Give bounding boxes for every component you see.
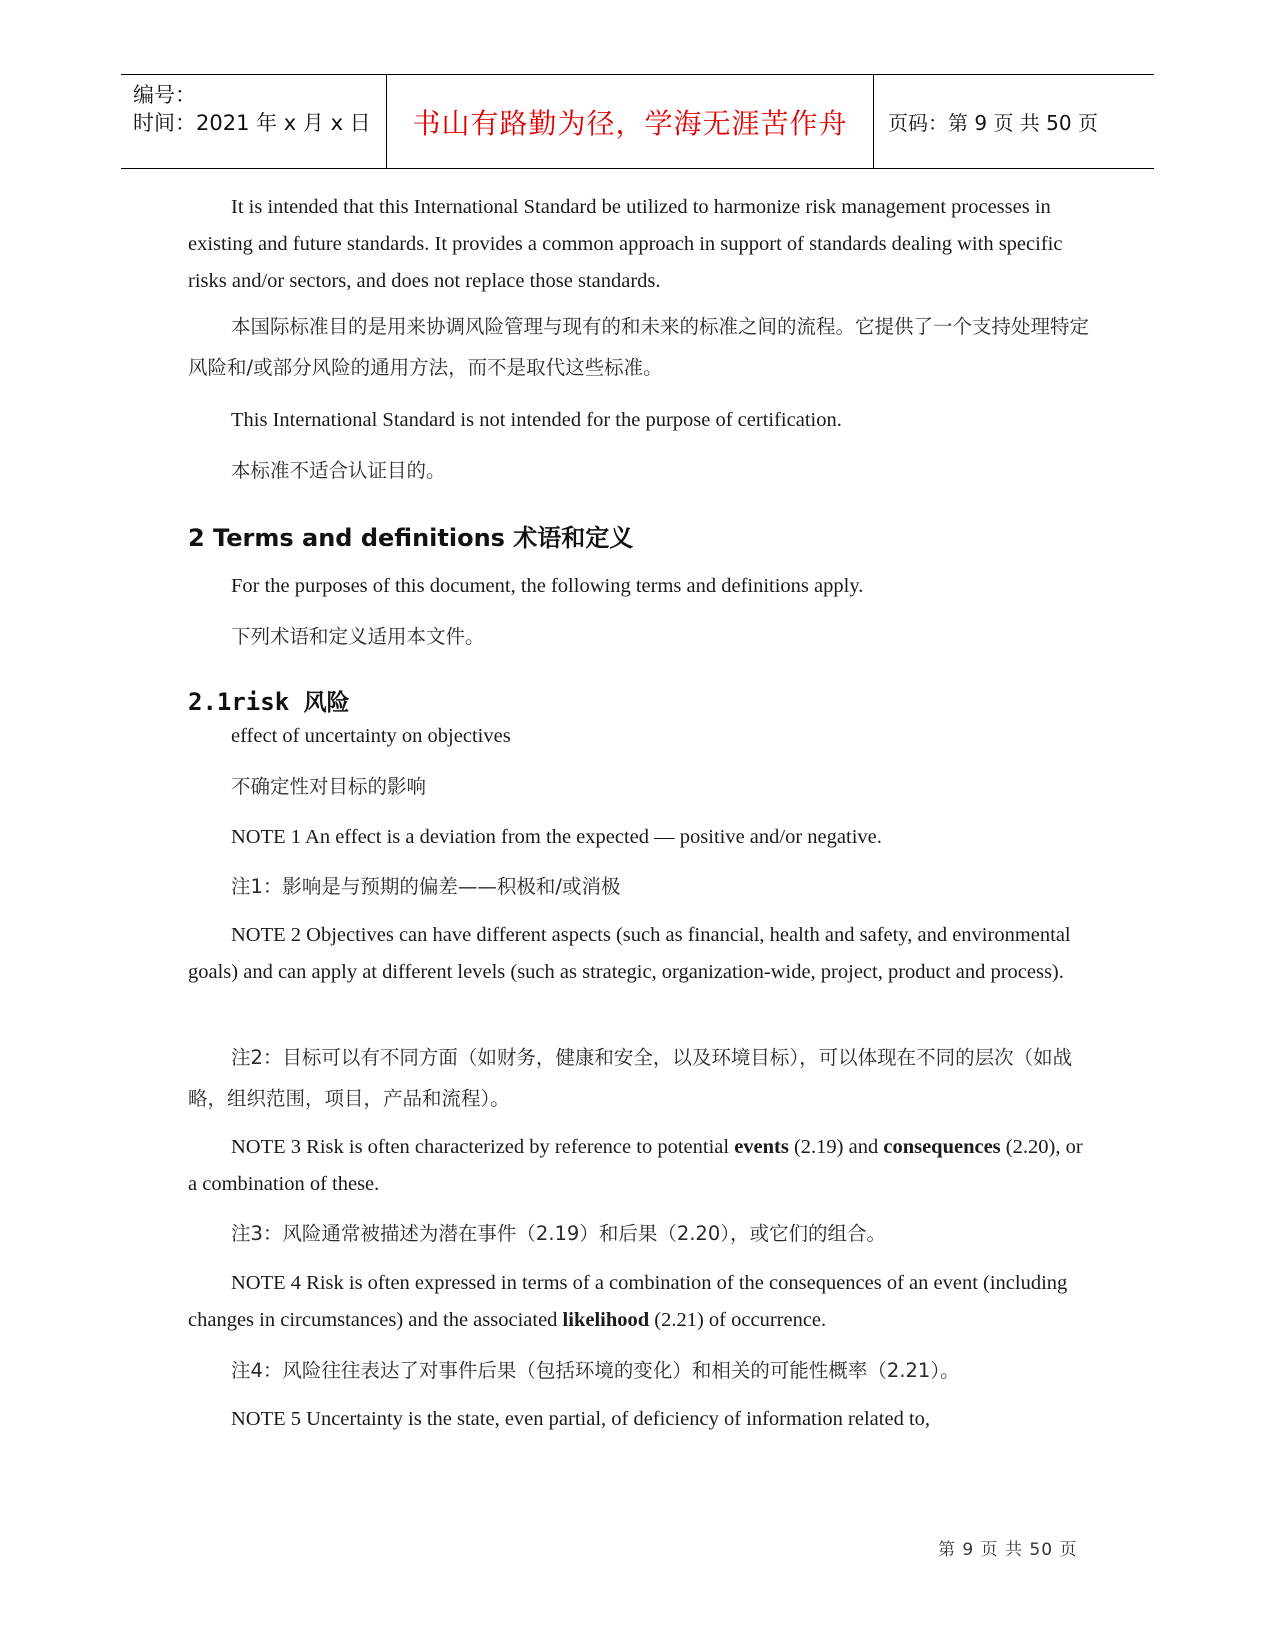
definition-cn: 不确定性对目标的影响 bbox=[231, 775, 427, 798]
paragraph-certification-en: This International Standard is not intended for the purpose of certification. bbox=[231, 409, 842, 431]
subsection-heading-risk bbox=[188, 684, 350, 717]
section-heading-terms: 2 Terms and definitions 术语和定义 bbox=[188, 524, 634, 552]
note1-en: NOTE 1 An effect is a deviation from the expected — positive and/or negative. bbox=[231, 826, 882, 848]
header-page-info: 页码：第 9 页 共 50 页 bbox=[888, 111, 1098, 135]
header-motto: 书山有路勤为径，学海无涯苦作舟 bbox=[412, 106, 848, 140]
page-header bbox=[121, 74, 1154, 169]
header-page-cell bbox=[874, 75, 1154, 168]
subsection-number: 2.1risk bbox=[188, 688, 290, 716]
note3-text-e: (2.20), or a combination of these. bbox=[188, 1136, 1083, 1195]
paragraph-terms-cn: 下列术语和定义适用本文件。 bbox=[231, 625, 485, 648]
note4-cn: 注4：风险往往表达了对事件后果（包括环境的变化）和相关的可能性概率（2.21）。 bbox=[231, 1359, 960, 1382]
note5-en: NOTE 5 Uncertainty is the state, even partial, of deficiency of information related to, bbox=[231, 1408, 931, 1430]
note3-term-events: events bbox=[734, 1136, 789, 1158]
note4-text-c: (2.21) of occurrence. bbox=[649, 1309, 827, 1331]
note3-text-a: NOTE 3 Risk is often characterized by reference to potential bbox=[231, 1136, 735, 1158]
note3-term-consequences: consequences bbox=[883, 1136, 1001, 1158]
definition-en: effect of uncertainty on objectives bbox=[231, 725, 511, 747]
header-meta-cell bbox=[121, 75, 386, 168]
note2-cn: 注2：目标可以有不同方面（如财务，健康和安全，以及环境目标），可以体现在不同的层次（如战略，组织范围，项目，产品和流程）。 bbox=[188, 1046, 1073, 1110]
subsection-title-cn: 风险 bbox=[303, 690, 350, 716]
note3-cn: 注3：风险通常被描述为潜在事件（2.19）和后果（2.20），或它们的组合。 bbox=[231, 1222, 886, 1245]
paragraph-scope-en: It is intended that this International Standard be utilized to harmonize risk management processes in existing and future standards. It provides a common approach in support of standards dealing with specific risks and/or sectors, and does not replace those standards. bbox=[188, 196, 1063, 292]
document-number-label: 编号： bbox=[133, 83, 196, 107]
paragraph-terms-en: For the purposes of this document, the following terms and definitions apply. bbox=[231, 575, 864, 597]
note3-text-c: (2.19) and bbox=[788, 1136, 884, 1158]
page-footer: 第 9 页 共 50 页 bbox=[938, 1540, 1078, 1560]
note4-term-likelihood: likelihood bbox=[562, 1309, 650, 1331]
document-time-label: 时间：2021 年 x 月 x 日 bbox=[133, 111, 371, 135]
note4-en bbox=[188, 1265, 1093, 1339]
note3-en bbox=[188, 1129, 1093, 1203]
paragraph-scope-cn: 本国际标准目的是用来协调风险管理与现有的和未来的标准之间的流程。它提供了一个支持处理特定风险和/或部分风险的通用方法，而不是取代这些标准。 bbox=[188, 315, 1090, 379]
note1-cn: 注1：影响是与预期的偏差——积极和/或消极 bbox=[231, 875, 621, 898]
note2-en: NOTE 2 Objectives can have different aspects (such as financial, health and safety, and environmental goals) and can apply at different levels (such as strategic, organization-wide, project, product and process). bbox=[188, 924, 1071, 983]
note4-text-a: NOTE 4 Risk is often expressed in terms of a combination of the consequences of an event (including changes in circumstances) and the associated bbox=[188, 1272, 1068, 1331]
paragraph-certification-cn: 本标准不适合认证目的。 bbox=[231, 459, 446, 482]
header-motto-cell bbox=[386, 75, 874, 168]
